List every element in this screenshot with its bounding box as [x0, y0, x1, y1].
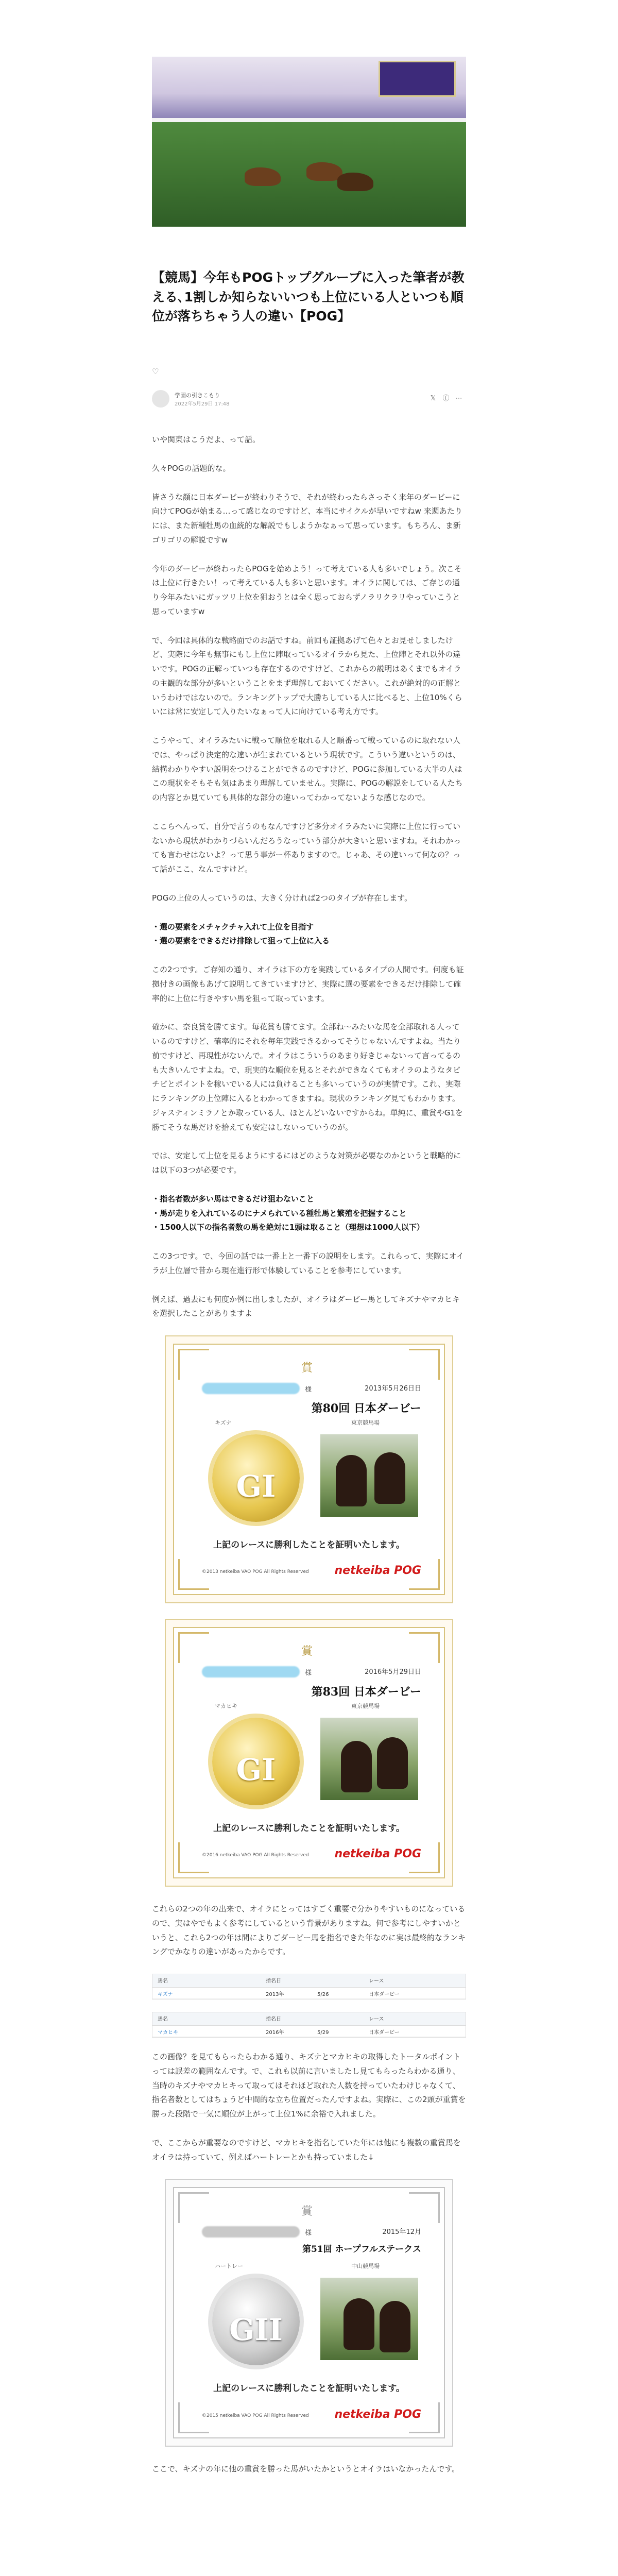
- pog-logo: netkeiba POG: [334, 1564, 421, 1578]
- post-date: 2022年5月29日 17:48: [175, 401, 230, 407]
- certificate-image: [165, 1619, 453, 1887]
- pog-logo: netkeiba POG: [334, 1848, 421, 1861]
- list-item: ・選の要素をできるだけ排除して狙って上位に入る: [152, 936, 330, 946]
- paragraph: この画像？を見てもらったらわかる通り、キズナとマカヒキの取得したトータルポイントっては誤差の範囲なんです。で、これも以前に言いましたし見てもらったらわかる通り、当時のキズナやマカヒキって取ってはそれほど取れた人数を持っていたわけじゃなくて、指名者数としてはちょうど中間的な立ち位置だったんですよね。実際に、この2頭が重賞を勝った段階で一気に順位が上がって上位1%に余裕で入れました。: [152, 2052, 466, 2119]
- copyright: ©2013 netkeiba VAO POG All Rights Reserved: [202, 1569, 309, 1575]
- certificate-date: 2016年5月29日日: [365, 1668, 421, 1676]
- certificate-heading: 賞: [301, 1645, 317, 1658]
- list-item: ・選の要素をメチャクチャ入れて上位を目指す: [152, 922, 314, 931]
- paragraph: で、ここからが重要なのですけど、マカヒキを指名していた年には他にも複数の重賞馬をオイラは持っていて、例えばハートレーとかも持っていました↓: [152, 2138, 461, 2162]
- list-item: ・馬が走りを入れているのにナメられている種牡馬と繁殖を把握すること: [152, 1208, 407, 1218]
- race-photo: [320, 1718, 418, 1800]
- race-name: 第83回 日本ダービー: [311, 1685, 421, 1699]
- race-photo: [320, 1434, 418, 1517]
- heart-icon[interactable]: ♡: [152, 367, 159, 376]
- tactics-list: [152, 1192, 466, 1235]
- paragraph: こうやって、オイラみたいに戦って順位を取れる人と順番って戦っているのに取れない人では、やっぱり決定的な違いが生まれているという現状です。こういう違いというのは、結構わかりやすい説明をつけることができるのですけど、POGに参加している大半の人はこの現状をそもそも気はあまり理解していません。実際に、POGの解説をしている人たちの内容とか見ていても具体的な部分の違いってわかってないような感じなので。: [152, 736, 463, 802]
- author-bar: [152, 389, 466, 410]
- paragraph: 今年のダービーが終わったらPOGを始めよう！って考えている人も多いでしょう。次こそは上位に行きたい！って考えている人も多いと思います。オイラに関しては、ご存じの通り今年みたいにガッツリ上位を狙おうとは全く思っておらずノラリクラリやっていこうと思っていますw: [152, 564, 462, 616]
- more-icon[interactable]: ⋯: [455, 395, 462, 402]
- certificate-date: 2013年5月26日日: [365, 1385, 421, 1393]
- redacted-name: [202, 1383, 300, 1394]
- x-share-icon[interactable]: 𝕏: [430, 395, 436, 402]
- horse-link[interactable]: キズナ: [158, 1992, 173, 1997]
- paragraph: 確かに、奈良賞を勝てます。毎花賞も勝てます。全部ね～みたいな馬を全部取れる人っているのですけど、確率的にそれを毎年実践できるかってそうじゃないんですよね。当たり前ですけど、再現性がないんで。オイラはこういうのあまり好きじゃないって言ってるのも大きいんですよね。で、現実的な順位を見るとそれができなくてもオイラのようなタビチビとポイントを稼いでいる人には負けることも多いっていうのが実情です。これ、実際にランキングの上位陣に入るとわかってきますね。現状のランキング見てもわかります。ジャスティンミラノとか取っている人、ほとんどいないですからね。単純に、重賞やG1を勝てそうな馬だけを拾えても安定はしないっていうのが。: [152, 1022, 463, 1132]
- horse-name: マカヒキ: [215, 1703, 237, 1709]
- copyright: ©2016 netkeiba VAO POG All Rights Reserved: [202, 1853, 309, 1858]
- paragraph: いや関東はこうだよ、って話。: [152, 435, 261, 444]
- pog-logo: netkeiba POG: [334, 2408, 421, 2421]
- hero-image: [152, 57, 466, 227]
- list-item: ・1500人以下の指名者数の馬を絶対に1頭は取ること（理想は1000人以下）: [152, 1223, 424, 1232]
- certificate-date: 2015年12月: [382, 2228, 421, 2236]
- paragraph: 皆さうな顔に日本ダービーが終わりそうで、それが終わったらさっそく来年のダービーに向けてPOGが始まる…って感じなのですけど、本当にサイクルが早いですねw 来週あたりには、また新種牡馬の血統的な解説でもしようかなぁって思っています。もちろん、ま新ゴリゴリの解説ですw: [152, 492, 462, 545]
- table-row: キズナ 2013年 5/26 日本ダービー: [152, 1988, 466, 1999]
- certificate-statement: 上記のレースに勝利したことを証明いたします。: [213, 1823, 405, 1834]
- paragraph: ここらへんって、自分で言うのもなんですけど多分オイラみたいに実際に上位に行っていないから現状がわかりづらいんだろうなっていう部分が大きいと思いますね。それわかっても言わせはないよ？って思う事がー杯ありますので。じゃあ、その違いって何なの？って話がここ、なんですけど。: [152, 821, 461, 874]
- list-item: ・指名者数が多い馬はできるだけ狙わないこと: [152, 1194, 315, 1204]
- certificate-image: [165, 2179, 453, 2447]
- copyright: ©2015 netkeiba VAO POG All Rights Reserved: [202, 2413, 309, 2418]
- certificate-statement: 上記のレースに勝利したことを証明いたします。: [213, 1540, 405, 1550]
- strategy-list: [152, 920, 466, 949]
- author-name[interactable]: 学園の引きこもり: [175, 392, 220, 399]
- race-name: 第80回 日本ダービー: [311, 1402, 421, 1415]
- paragraph: この2つです。ご存知の通り、オイラは下の方を実践しているタイプの人間です。何度も証拠付きの画像もあげて説明してきていますけど、実際に選の要素をできるだけ排除して確率的に上位に行きやすい馬を狙って取っています。: [152, 965, 464, 1003]
- name-suffix: 様: [305, 1386, 312, 1394]
- ranking-table: 馬名 指名日 レース キズナ 2013年 5/26 日本ダービー: [152, 1974, 466, 1999]
- name-suffix: 様: [305, 1669, 312, 1677]
- certificate-heading: 賞: [301, 1362, 317, 1375]
- horse-name: キズナ: [215, 1419, 232, 1426]
- race-name: 第51回 ホープフルステークス: [302, 2244, 421, 2255]
- stadium-board: [379, 61, 456, 97]
- gold-medal-icon: GI: [212, 1718, 300, 1805]
- redacted-name: [202, 1666, 300, 1677]
- paragraph: この3つです。で、今回の話では一番上と一番下の説明をします。これらって、実際にオイラが上位層で昔から現在進行形で体験していることを参考にしています。: [152, 1251, 464, 1275]
- race-photo: [320, 2278, 418, 2360]
- certificate-image: [165, 1335, 453, 1603]
- venue-name: 中山競馬場: [351, 2263, 380, 2270]
- paragraph: で、今回は具体的な戦略面でのお話ですね。前回も証拠あげて色々とお見せしましたけど、実際に今年も無事にもし上位に陣取っているオイラから見た、上位陣とそれ以外の違いです。POGの正解っていつも存在するのですけど、これからの説明はあくまでもオイラの主観的な部分が多いということをまず理解しておいてください。これが絶対的の正解というわけではないので。ランキングトップで大勝ちしている人に比べると、上位10%くらいには常に安定して入りたいなぁって人に向けている考え方です。: [152, 635, 462, 717]
- certificate-heading: 賞: [301, 2205, 317, 2218]
- article-title: 【競馬】今年もPOGトップグループに入った筆者が教える､1割しか知らないいつも上位にいる人といつも順位が落ちちゃう人の違い【POG】: [152, 270, 465, 324]
- paragraph: では、安定して上位を見るようにするにはどのような対策が必要なのかというと戦略的には以下の3つが必要です。: [152, 1151, 461, 1175]
- redacted-name: [202, 2226, 300, 2238]
- paragraph: 久々POGの話題的な。: [152, 463, 231, 473]
- paragraph: POGの上位の人っていうのは、大きく分ければ2つのタイプが存在します。: [152, 893, 413, 903]
- certificate-statement: 上記のレースに勝利したことを証明いたします。: [213, 2383, 405, 2394]
- table-row: マカヒキ 2016年 5/29 日本ダービー: [152, 2026, 466, 2037]
- paragraph: ここで、キズナの年に他の重賞を勝った馬がいたかというとオイラはいなかったんです。: [152, 2464, 460, 2474]
- ranking-table: 馬名 指名日 レース マカヒキ 2016年 5/29 日本ダービー: [152, 2012, 466, 2038]
- name-suffix: 様: [305, 2229, 312, 2238]
- paragraph: これらの2つの年の出来で、オイラにとってはすごく重要で分かりやすいものになっているので、実はやでもよく参考にしているという背景がありますね。何で参考にしやすいかというと、これら2つの年は間によりごダービー馬を指名できた年なのに実は最終的なランキングでかなりの違いがあったからです。: [152, 1904, 466, 1957]
- silver-medal-icon: GII: [212, 2278, 300, 2365]
- facebook-share-icon[interactable]: ⓕ: [442, 395, 450, 402]
- horse-name: ハートレー: [215, 2263, 243, 2270]
- article-body: [152, 433, 466, 2491]
- avatar[interactable]: [152, 390, 169, 408]
- venue-name: 東京競馬場: [351, 1703, 380, 1709]
- horse-link[interactable]: マカヒキ: [158, 2030, 178, 2036]
- gold-medal-icon: GI: [212, 1434, 300, 1522]
- venue-name: 東京競馬場: [351, 1419, 380, 1426]
- paragraph: 例えば、過去にも何度か例に出しましたが、オイラはダービー馬としてキズナやマカヒキを選択したことがありますよ: [152, 1294, 460, 1318]
